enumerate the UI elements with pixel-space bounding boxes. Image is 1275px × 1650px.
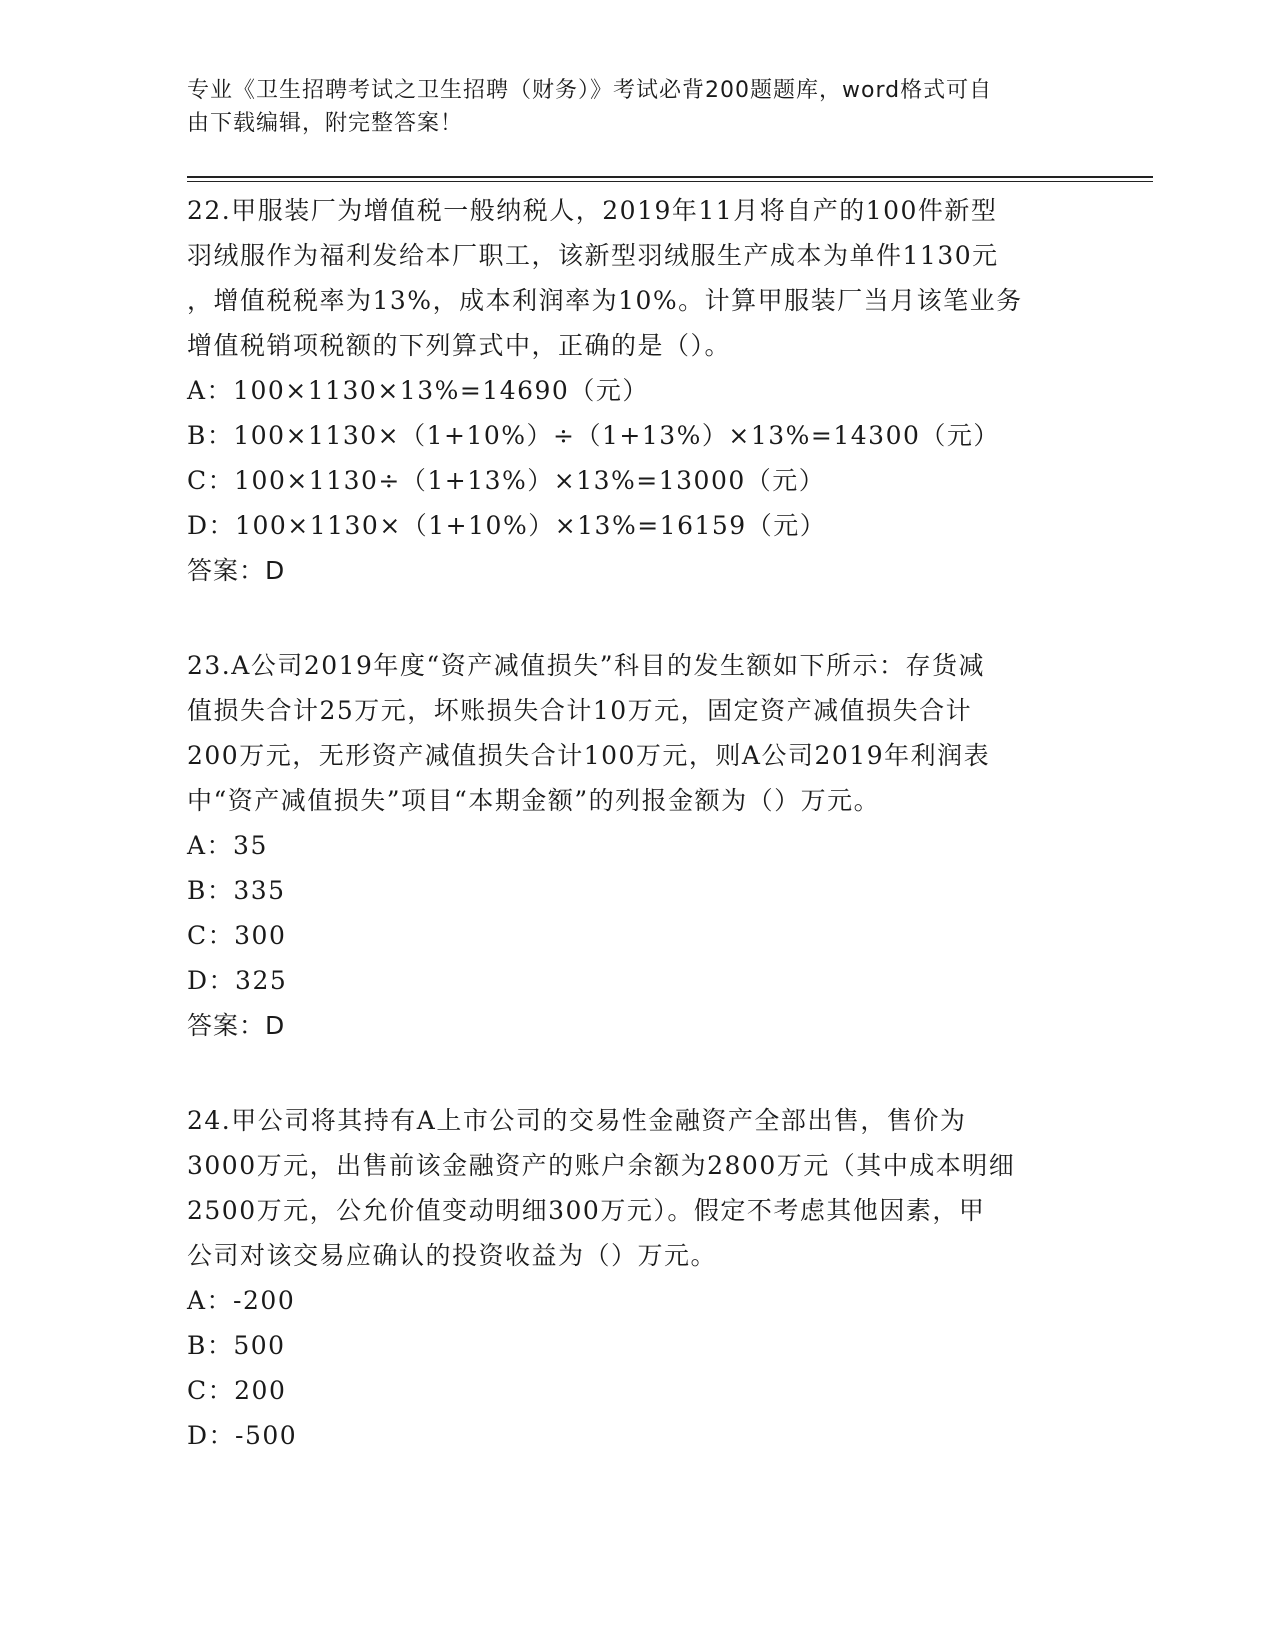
option-d: D：-500 <box>187 1421 298 1450</box>
question-text-line: 羽绒服作为福利发给本厂职工，该新型羽绒服生产成本为单件1130元 <box>187 241 999 270</box>
answer-label: 答案：D <box>187 556 286 585</box>
question-text-line: 200万元，无形资产减值损失合计100万元，则A公司2019年利润表 <box>187 741 991 770</box>
option-b: B：335 <box>187 876 286 905</box>
header-title-line-2: 由下载编辑，附完整答案！ <box>187 111 464 136</box>
question-text-line: 2500万元，公允价值变动明细300万元）。假定不考虑其他因素，甲 <box>187 1196 986 1225</box>
question-text-line: 22.甲服装厂为增值税一般纳税人，2019年11月将自产的100件新型 <box>187 196 998 225</box>
option-a: A：35 <box>187 831 268 860</box>
option-c: C：100×1130÷（1+13%）×13%=13000（元） <box>187 466 826 495</box>
question-text-line: 公司对该交易应确认的投资收益为（）万元。 <box>187 1241 718 1270</box>
option-a: A：-200 <box>187 1286 296 1315</box>
header-title-line-1: 专业《卫生招聘考试之卫生招聘（财务）》考试必背200题题库，word格式可自 <box>187 78 993 103</box>
header-divider-thick <box>187 176 1153 178</box>
answer-label: 答案：D <box>187 1011 286 1040</box>
question-text-line: 3000万元，出售前该金融资产的账户余额为2800万元（其中成本明细 <box>187 1151 1016 1180</box>
header-divider-thin <box>187 181 1153 182</box>
question-23 <box>187 643 1087 1048</box>
option-c: C：200 <box>187 1376 287 1405</box>
option-b: B：500 <box>187 1331 286 1360</box>
option-b: B：100×1130×（1+10%）÷（1+13%）×13%=14300（元） <box>187 421 1000 450</box>
question-text-line: 值损失合计25万元，坏账损失合计10万元，固定资产减值损失合计 <box>187 696 973 725</box>
option-a: A：100×1130×13%=14690（元） <box>187 376 649 405</box>
question-text-line: 增值税销项税额的下列算式中，正确的是（）。 <box>187 331 732 360</box>
question-22 <box>187 188 1087 593</box>
document-header <box>187 74 1067 140</box>
option-d: D：325 <box>187 966 288 995</box>
question-24 <box>187 1098 1087 1458</box>
question-text-line: ，增值税税率为13%，成本利润率为10%。计算甲服装厂当月该笔业务 <box>187 286 1023 315</box>
question-text-line: 中“资产减值损失”项目“本期金额”的列报金额为（）万元。 <box>187 786 881 815</box>
question-text-line: 23.A公司2019年度“资产减值损失”科目的发生额如下所示：存货减 <box>187 651 985 680</box>
option-c: C：300 <box>187 921 287 950</box>
option-d: D：100×1130×（1+10%）×13%=16159（元） <box>187 511 827 540</box>
question-text-line: 24.甲公司将其持有A上市公司的交易性金融资产全部出售，售价为 <box>187 1106 967 1135</box>
